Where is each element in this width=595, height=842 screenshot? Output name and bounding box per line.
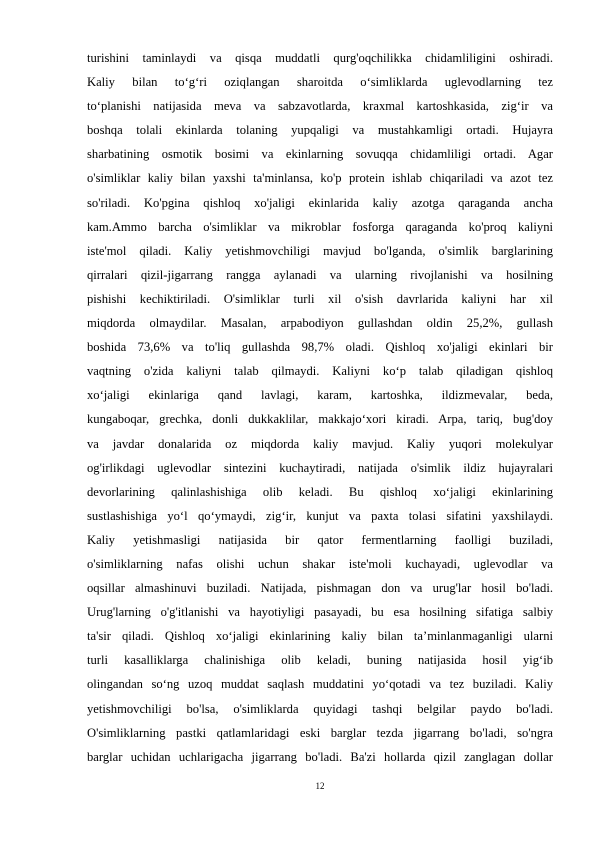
text-line: kungaboqar, grechka, donli dukkaklilar, makkajo‘xori kiradi. Arpa, tariq, bug'doy	[87, 412, 553, 427]
page-number: 12	[315, 781, 325, 791]
text-line: og'irlikdagi uglevodlar sintezini kuchaytiradi, natijada o'simlik ildiz hujayralari	[87, 460, 553, 475]
text-line: yetishmovchiligi bo'lsa, o'simliklarda quyidagi tashqi belgilar paydo bo'ladi.	[87, 701, 553, 716]
text-line: olingandan so‘ng uzoq muddat saqlash muddatini yo‘qotadi va tez buziladi. Kaliy	[87, 677, 553, 692]
text-line: devorlarining qalinlashishiga olib keladi. Bu qishloq xo‘jaligi ekinlarining	[87, 484, 553, 499]
text-line: O'simliklarning pastki qatlamlaridagi eski barglar tezda jigarrang bo'ladi, so'ngra	[87, 725, 553, 740]
text-line: oqsillar almashinuvi buziladi. Natijada, pishmagan don va urug'lar hosil bo'ladi.	[87, 581, 553, 596]
text-line: Kaliy yetishmasligi natijasida bir qator fermentlarning faolligi buziladi,	[87, 532, 553, 547]
text-line: so'riladi. Ko'pgina qishloq xo'jaligi ekinlarida kaliy azotga qaraganda ancha	[87, 195, 553, 210]
text-line: Kaliy bilan to‘g‘ri oziqlangan sharoitda o‘simliklarda uglevodlarning tez	[87, 75, 553, 90]
text-line: qirralari qizil-jigarrang rangga aylanadi va ularning rivojlanishi va hosilning	[87, 267, 553, 282]
text-line: sustlashishiga yo‘l qo‘ymaydi, zig‘ir, kunjut va paxta tolasi sifatini yaxshilaydi.	[87, 508, 553, 523]
text-line: ta'sir qiladi. Qishloq xo‘jaligi ekinlarining kaliy bilan ta’minlanmaganligi ularni	[87, 629, 553, 644]
text-line: va javdar donalarida oz miqdorda kaliy mavjud. Kaliy yuqori molekulyar	[87, 436, 553, 451]
text-line: pishishi kechiktiriladi. O'simliklar turli xil o'sish davrlarida kaliyni har xil	[87, 291, 553, 306]
text-line: boshqa tolali ekinlarda tolaning yupqaligi va mustahkamligi ortadi. Hujayra	[87, 123, 553, 138]
text-line: sharbatining osmotik bosimi va ekinlarning sovuqqa chidamliligi ortadi. Agar	[87, 147, 553, 162]
text-line: turishini taminlaydi va qisqa muddatli qurg'oqchilikka chidamliligini oshiradi.	[87, 51, 553, 65]
text-line: xo‘jaligi ekinlariga qand lavlagi, karam, kartoshka, ildizmevalar, beda,	[87, 388, 553, 403]
text-line: miqdorda olmaydilar. Masalan, arpabodiyon gullashdan oldin 25,2%, gullash	[87, 316, 553, 331]
text-line: Urug'larning o'g'itlanishi va hayotiyligi pasayadi, bu esa hosilning sifatiga salbiy	[87, 605, 553, 620]
text-line: o'simliklarning nafas olishi uchun shakar iste'moli kuchayadi, uglevodlar va	[87, 556, 553, 571]
text-line: barglar uchidan uchlarigacha jigarrang bo'ladi. Ba'zi hollarda qizil zanglagan dollar	[87, 749, 553, 764]
text-line: boshida 73,6% va to'liq gullashda 98,7% oladi. Qishloq xo'jaligi ekinlari bir	[87, 340, 553, 355]
text-line: iste'mol qiladi. Kaliy yetishmovchiligi mavjud bo'lganda, o'simlik barglarining	[87, 243, 553, 258]
text-line: to‘planishi natijasida meva va sabzavotlarda, kraxmal kartoshkasida, zig‘ir va	[87, 99, 553, 114]
text-line: kam.Ammo barcha o'simliklar va mikroblar fosforga qaraganda ko'proq kaliyni	[87, 219, 553, 234]
text-line: turli kasalliklarga chalinishiga olib keladi, buning natijasida hosil yig‘ib	[87, 653, 553, 668]
text-line: o'simliklar kaliy bilan yaxshi ta'minlansa, ko'p protein ishlab chiqariladi va azot tez	[87, 171, 553, 186]
body-paragraph	[87, 46, 553, 769]
text-line: vaqtning o'zida kaliyni talab qilmaydi. Kaliyni ko‘p talab qiladigan qishloq	[87, 364, 553, 379]
